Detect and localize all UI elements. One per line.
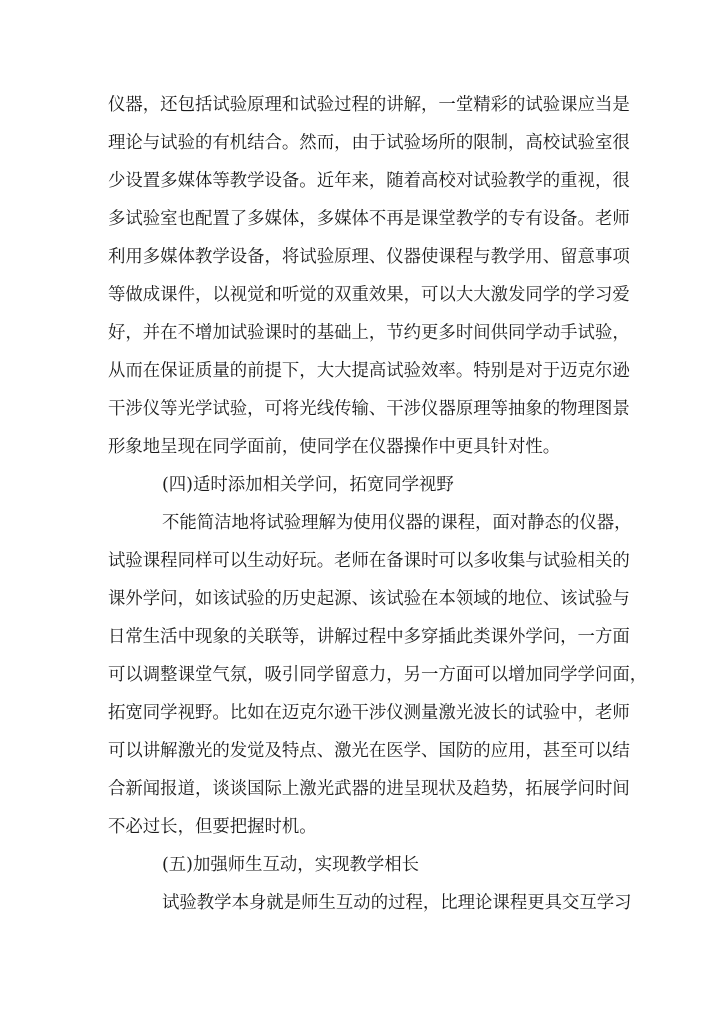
section-heading-5: (五)加强师生互动，实现教学相长 — [162, 855, 420, 875]
paragraph-1-line-9: 干涉仪等光学试验，可将光线传输、干涉仪器原理等抽象的物理图景 — [108, 399, 630, 419]
paragraph-2-line-1: 不能简洁地将试验理解为使用仪器的课程，面对静态的仪器， — [162, 513, 632, 533]
paragraph-2-line-8: 合新闻报道，谈谈国际上激光武器的进呈现状及趋势，拓展学问时间 — [108, 779, 630, 799]
paragraph-3-line-1: 试验教学本身就是师生互动的过程，比理论课程更具交互学习 — [162, 893, 632, 913]
paragraph-1-line-6: 等做成课件，以视觉和听觉的双重效果，可以大大激发同学的学习爱 — [108, 285, 630, 305]
paragraph-1-line-7: 好，并在不增加试验课时的基础上，节约更多时间供同学动手试验， — [108, 323, 630, 343]
paragraph-2-line-4: 日常生活中现象的关联等，讲解过程中多穿插此类课外学问，一方面 — [108, 627, 630, 647]
paragraph-2-line-2: 试验课程同样可以生动好玩。老师在备课时可以多收集与试验相关的 — [108, 551, 630, 571]
paragraph-1-line-2: 理论与试验的有机结合。然而，由于试验场所的限制，高校试验室很 — [108, 133, 630, 153]
paragraph-2-line-5: 可以调整课堂气氛，吸引同学留意力，另一方面可以增加同学学问面， — [108, 665, 648, 685]
paragraph-2-line-6: 拓宽同学视野。比如在迈克尔逊干涉仪测量激光波长的试验中，老师 — [108, 703, 630, 723]
paragraph-2-line-7: 可以讲解激光的发觉及特点、激光在医学、国防的应用，甚至可以结 — [108, 741, 630, 761]
paragraph-1-line-1: 仪器，还包括试验原理和试验过程的讲解，一堂精彩的试验课应当是 — [108, 95, 630, 115]
section-heading-4: (四)适时添加相关学问，拓宽同学视野 — [162, 475, 454, 495]
paragraph-1-line-3: 少设置多媒体等教学设备。近年来，随着高校对试验教学的重视，很 — [108, 171, 630, 191]
paragraph-2-line-3: 课外学问，如该试验的历史起源、该试验在本领域的地位、该试验与 — [108, 589, 630, 609]
paragraph-1-line-10: 形象地呈现在同学面前，使同学在仪器操作中更具针对性。 — [108, 437, 561, 457]
paragraph-1-line-5: 利用多媒体教学设备，将试验原理、仪器使课程与教学用、留意事项 — [108, 247, 630, 267]
paragraph-2-line-9: 不必过长，但要把握时机。 — [108, 817, 317, 837]
paragraph-1-line-8: 从而在保证质量的前提下，大大提高试验效率。特别是对于迈克尔逊 — [108, 361, 630, 381]
paragraph-1-line-4: 多试验室也配置了多媒体，多媒体不再是课堂教学的专有设备。老师 — [108, 209, 630, 229]
